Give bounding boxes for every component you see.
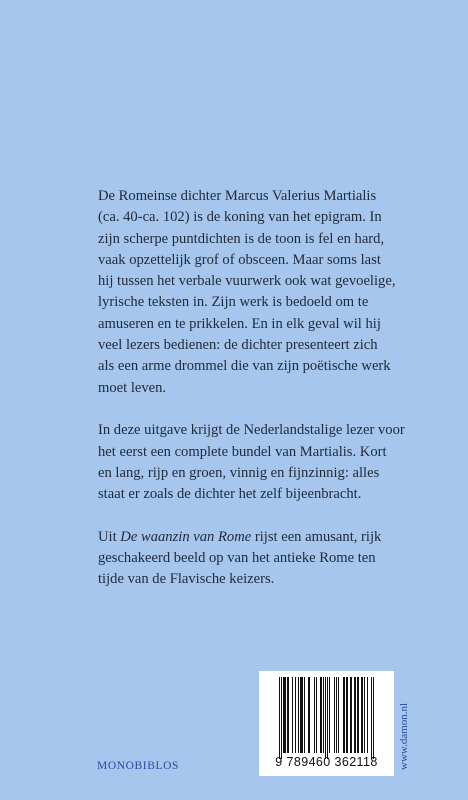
barcode-bar [285,677,286,753]
text-line: als een arme drommel die van zijn poëtische werk [98,358,391,375]
text-line: geschakeerd beeld op van het antieke Rome ten [98,550,376,567]
publisher-website: www.damon.nl [398,702,410,770]
text-line: hij tussen het verbale vuurwerk ook wat gevoelige, [98,273,396,290]
barcode-bar [309,677,310,753]
barcode-bar [367,677,368,753]
barcode-bar [362,677,363,753]
barcode-bar [283,677,284,753]
barcode-bar [355,677,356,753]
barcode-bar [347,677,348,753]
barcode-bar [298,677,299,753]
barcode-bars [267,677,387,759]
text-line: In deze uitgave krijgt de Nederlandstalige lezer voor [98,422,405,439]
paragraph-3 [98,527,406,591]
barcode-bar [320,677,321,753]
text-line: De Romeinse dichter Marcus Valerius Martialis [98,188,377,204]
barcode-bar [351,677,352,753]
text-line: lyrische teksten in. Zijn werk is bedoeld om te [98,294,369,311]
barcode-bar [329,677,330,753]
text-line: en lang, rijp en groen, vinnig en fijnzinnig: alles [98,464,380,481]
book-title: De waanzin van Rome [120,528,252,545]
barcode-bar [338,677,339,753]
text-line: staat er zoals de dichter het zelf bijeenbracht. [98,486,362,503]
text-line: veel lezers bedienen: de dichter presenteert zich [98,337,378,354]
barcode-bar [314,677,315,753]
text-fragment: rijst een amusant, rijk [251,528,382,545]
text-line [98,527,406,548]
barcode-bar [281,677,282,759]
barcode-bar [336,677,337,753]
text-line: (ca. 40-ca. 102) is de koning van het epigram. In [98,209,382,226]
isbn-barcode [259,671,394,776]
publisher-name: MONOBIBLOS [97,760,180,772]
barcode-bar [373,677,374,759]
barcode-bar [287,677,288,753]
barcode-bar [364,677,365,753]
barcode-bar [301,677,302,753]
barcode-bar [279,677,280,759]
barcode-bar [344,677,345,753]
barcode-bar [358,677,359,753]
barcode-bar [361,677,362,753]
barcode-bar [302,677,303,753]
text-line: amuseren en te prikkelen. En in elk geval wil hij [98,315,381,332]
paragraph-1 [98,186,406,399]
isbn-number: 9 789460 362118 [275,755,378,769]
barcode-bar [292,677,293,753]
barcode-bar [354,677,355,753]
text-line: moet leven. [98,379,167,396]
barcode-bar [288,677,289,753]
barcode-bar [346,677,347,753]
barcode-bar [284,677,285,753]
barcode-bar [343,677,344,753]
barcode-bar [350,677,351,753]
barcode-bar [316,677,317,753]
barcode-bar [304,677,305,753]
barcode-bar [323,677,324,753]
barcode-bar [325,677,326,759]
barcode-bar [371,677,372,759]
barcode-bar [308,677,309,753]
paragraph-2 [98,420,406,505]
cover-blurb [98,186,406,612]
barcode-bar [295,677,296,753]
barcode-bar [334,677,335,753]
text-line: vaak opzettelijk grof of obsceen. Maar soms last [98,251,381,268]
text-line: zijn scherpe puntdichten is de toon is fel en hard, [98,230,385,247]
text-fragment: Uit [98,528,121,545]
text-line: het eerst een complete bundel van Martialis. Kort [98,443,387,460]
text-line: tijde van de Flavische keizers. [98,571,275,588]
barcode-bar [321,677,322,753]
barcode-bar [300,677,301,753]
barcode-bar [357,677,358,753]
barcode-bar [327,677,328,759]
